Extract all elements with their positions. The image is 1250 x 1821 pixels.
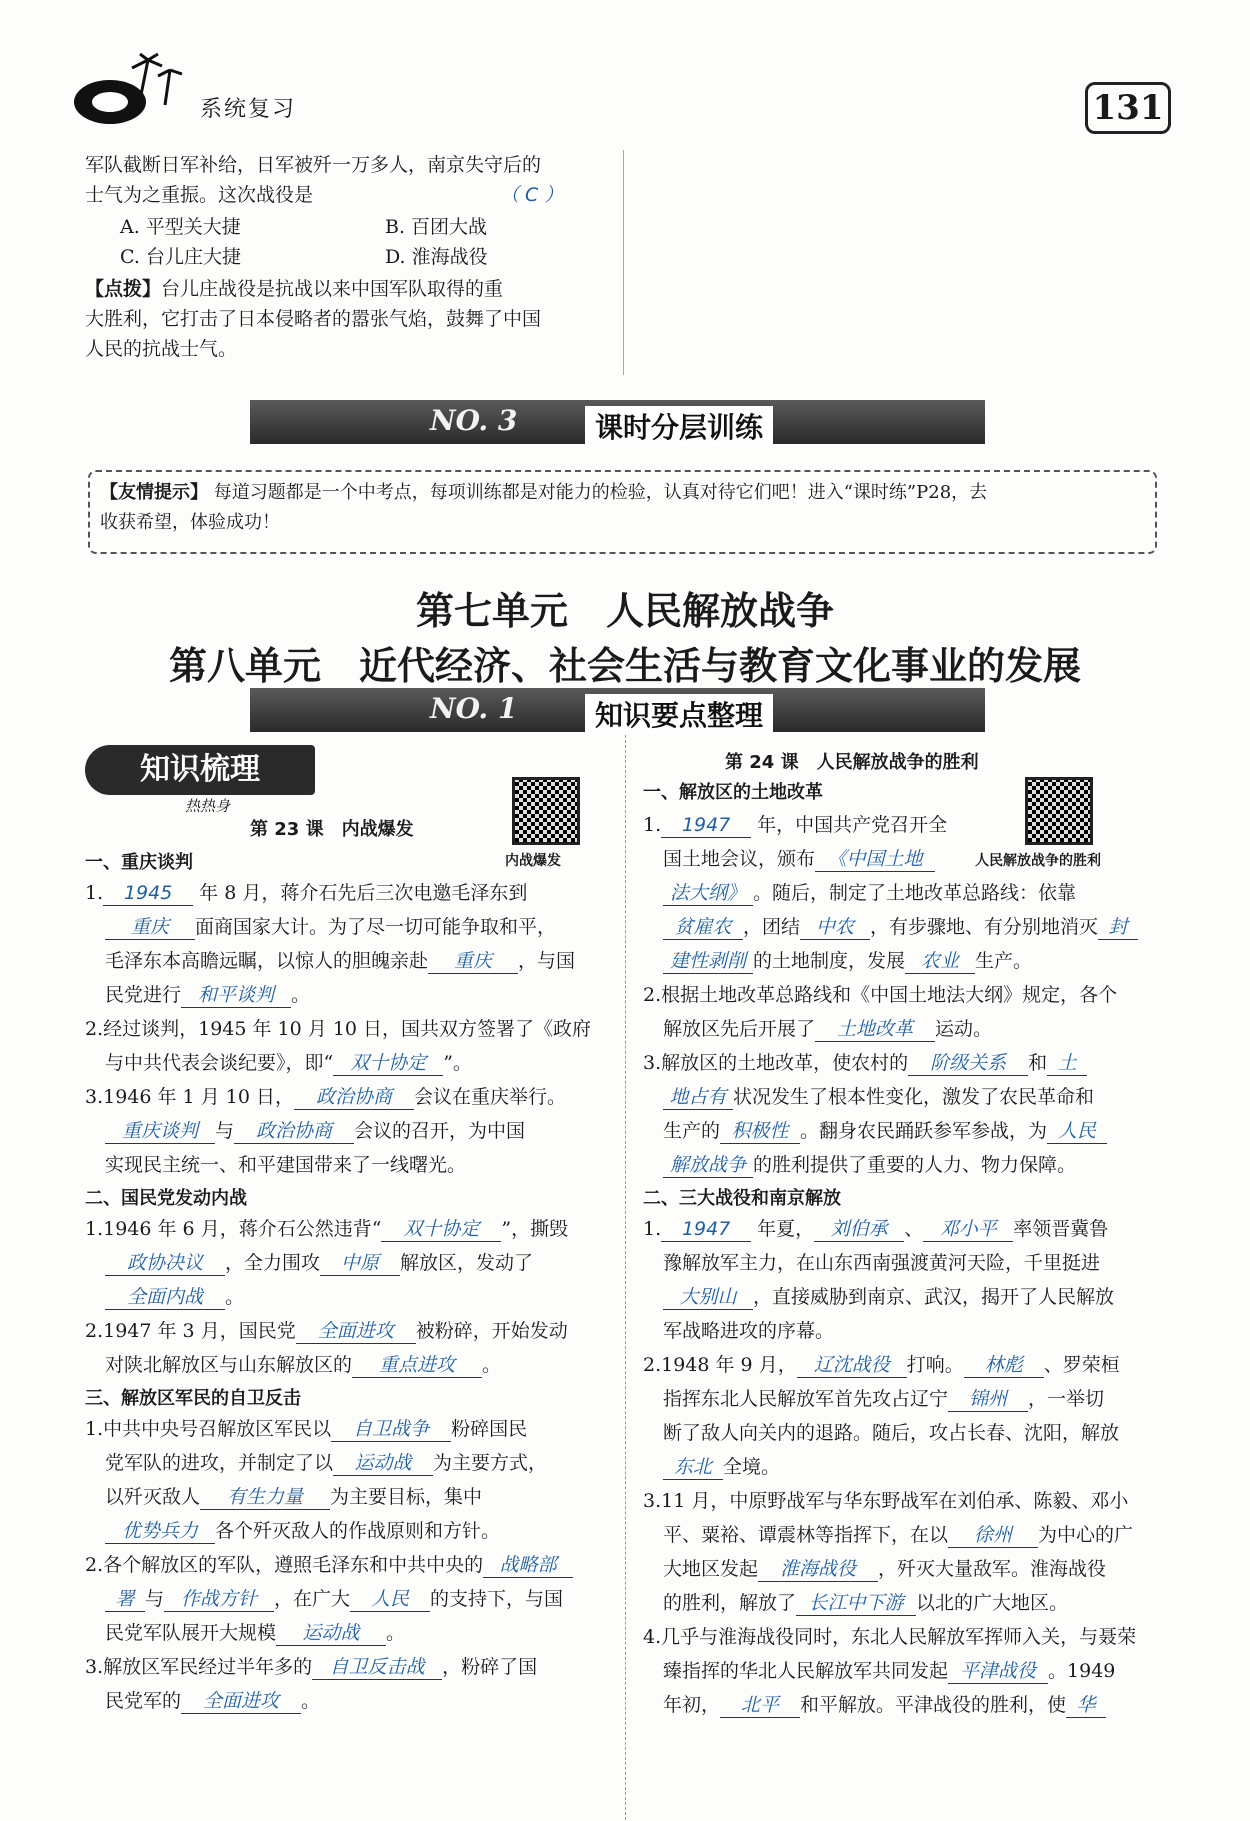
friendly-tip-line	[100, 478, 987, 508]
banner-no1-label: 知识要点整理	[585, 694, 773, 734]
qr-code[interactable]	[512, 777, 580, 845]
item-4: 4.几乎与淮海战役同时，东北人民解放军挥师入关，与聂荣	[643, 1626, 1137, 1648]
item-2: 2.经过谈判，1945 年 10 月 10 日，国共双方签署了《政府	[85, 1018, 592, 1040]
item-3: 3.1946 年 1 月 10 日， 政治协商 会议在重庆举行。	[85, 1086, 566, 1108]
option-d: D. 淮海战役	[385, 246, 488, 268]
item-3-line: 地占有 状况发生了根本性变化，激发了农民革命和	[663, 1082, 1094, 1112]
section-heading: 一、重庆谈判	[85, 852, 193, 873]
item-2: 2.1947 年 3 月，国民党 全面进攻 被粉碎，开始发动	[85, 1320, 568, 1342]
option-b: B. 百团大战	[385, 216, 488, 238]
item-1-line: 国土地会议，颁布 《中国土地	[663, 844, 935, 874]
lesson-23-title: 第 23 课 内战爆发	[250, 819, 414, 840]
lesson-24-title: 第 24 课 人民解放战争的胜利	[725, 752, 979, 773]
item-1-line: 政协决议 ，全力围攻 中原 解放区，发动了	[105, 1248, 533, 1278]
item-1-line: 豫解放军主力，在山东西南强渡黄河天险，千里挺进	[663, 1252, 1101, 1274]
item-3-line: 民党军的 全面进攻 。	[105, 1690, 321, 1712]
banner-no1-number: NO. 1	[430, 692, 518, 725]
knowledge-sub: 热热身	[185, 797, 231, 815]
friendly-tip-text: 每道习题都是一个中考点，每项训练都是对能力的检验，认真对待它们吧！进入“课时练”P28，去	[213, 482, 988, 503]
item-3-line: 重庆谈判 与 政治协商 会议的召开，为中国	[105, 1116, 525, 1146]
item-3-line: 的胜利，解放了 长江中下游 以北的广大地区。	[663, 1592, 1069, 1614]
item-1-line: 贫雇农 ，团结 中农 ，有步骤地、有分别地消灭 封	[663, 912, 1138, 942]
section-heading: 二、三大战役和南京解放	[643, 1188, 841, 1209]
item-2-line: 对陕北解放区与山东解放区的 重点进攻 。	[105, 1354, 502, 1376]
item-2-line: 东北 全境。	[663, 1452, 780, 1482]
hint-line: 台儿庄战役是抗战以来中国军队取得的重	[161, 278, 504, 300]
item-4-line: 臻指挥的华北人民解放军共同发起 平津战役 。1949	[663, 1660, 1116, 1682]
qr-caption: 内战爆发	[505, 853, 561, 869]
item-3-line: 大地区发起 淮海战役 ，歼灭大量敌军。淮海战役	[663, 1558, 1107, 1580]
item-3-line: 生产的 积极性 。翻身农民踊跃参军参战，为 人民	[663, 1116, 1107, 1146]
banner-no3-number: NO. 3	[430, 404, 518, 437]
item-1: 1.1946 年 6 月，蒋介石公然违背“ 双十协定 ”，撕毁	[85, 1218, 569, 1240]
item-1-line: 法大纲》 。随后，制定了土地改革总路线：依靠	[663, 878, 1076, 908]
item-3: 3.11 月，中原野战军与华东野战军在刘伯承、陈毅、邓小	[643, 1490, 1129, 1512]
item-2-line: 民党军队展开大规模 运动战 。	[105, 1622, 406, 1644]
item-2-line: 与中共代表会谈纪要》，即“ 双十协定 ”。	[105, 1052, 472, 1074]
item-3: 3.解放区的土地改革，使农村的 阶级关系 和 土	[643, 1048, 1087, 1078]
item-2: 2.根据土地改革总路线和《中国土地法大纲》规定，各个	[643, 984, 1118, 1006]
item-3-line: 实现民主统一、和平建国带来了一线曙光。	[105, 1154, 467, 1176]
item-1: 1. 1947 年夏， 刘伯承 、 邓小平 率领晋冀鲁	[643, 1218, 1109, 1240]
item-1-line: 全面内战 。	[105, 1282, 244, 1312]
item-1-line: 毛泽东本高瞻远瞩，以惊人的胆魄亲赴 重庆 ，与国	[105, 950, 576, 972]
item-3-line: 解放战争 的胜利提供了重要的人力、物力保障。	[663, 1150, 1076, 1180]
banner-no3-label: 课时分层训练	[585, 406, 773, 446]
item-1-line: 建性剥削 的土地制度，发展 农业 生产。	[663, 946, 1032, 976]
item-4-line: 年初， 北平 和平解放。平津战役的胜利，使 华	[663, 1690, 1106, 1720]
item-2-line: 断了敌人向关内的退路。随后，攻占长春、沈阳，解放	[663, 1422, 1120, 1444]
qr-code[interactable]	[1025, 777, 1093, 845]
banner-no3	[250, 400, 985, 444]
qr-caption: 人民解放战争的胜利	[975, 853, 1101, 869]
friendly-tip-label: 【友情提示】	[100, 482, 208, 503]
item-1: 1. 1947 年，中国共产党召开全	[643, 814, 948, 836]
banner-no1	[250, 688, 985, 732]
item-3: 3.解放区军民经过半年多的 自卫反击战 ，粉碎了国	[85, 1656, 538, 1678]
item-1-line: 军战略进攻的序幕。	[663, 1320, 835, 1342]
item-2-line: 指挥东北人民解放军首先攻占辽宁 锦州 ，一举切	[663, 1388, 1105, 1410]
item-1-line: 重庆 面商国家大计。为了尽一切可能争取和平，	[105, 912, 556, 942]
unit7-title: 第七单元 人民解放战争	[415, 588, 834, 633]
option-a: A. 平型关大捷	[120, 216, 241, 238]
item-1-line: 优势兵力 各个歼灭敌人的作战原则和方针。	[105, 1516, 500, 1546]
hint-line: 大胜利，它打击了日本侵略者的嚣张气焰，鼓舞了中国	[85, 308, 542, 330]
item-1: 1. 1945 年 8 月，蒋介石先后三次电邀毛泽东到	[85, 882, 528, 904]
item-1-line: 党军队的进攻，并制定了以 运动战 为主要方式，	[105, 1452, 548, 1474]
knowledge-label: 知识梳理	[85, 745, 315, 795]
item-1-line: 以歼灭敌人 有生力量 为主要目标，集中	[105, 1486, 483, 1508]
item-2-line: 解放区先后开展了 土地改革 运动。	[663, 1018, 993, 1040]
option-c: C. 台儿庄大捷	[120, 246, 241, 268]
header-logo	[70, 50, 190, 130]
item-1-line: 民党进行 和平谈判 。	[105, 984, 311, 1006]
header-title: 系统复习	[200, 97, 297, 122]
section-heading: 二、国民党发动内战	[85, 1188, 247, 1209]
item-2-line: 署 与 作战方针 ，在广大 人民 的支持下，与国	[105, 1584, 563, 1614]
question-answer: （ C ）	[500, 184, 564, 206]
question-line: 军队截断日军补给，日军被歼一万多人，南京失守后的	[85, 154, 542, 176]
hint-label: 【点拨】	[85, 278, 162, 300]
page-number: 131	[1085, 82, 1171, 134]
item-1-line: 大别山 ，直接威胁到南京、武汉，揭开了人民解放	[663, 1282, 1114, 1312]
column-divider-top	[623, 150, 624, 375]
item-2: 2.各个解放区的军队，遵照毛泽东和中共中央的 战略部	[85, 1550, 573, 1580]
unit8-title: 第八单元 近代经济、社会生活与教育文化事业的发展	[168, 643, 1081, 688]
item-1: 1.中共中央号召解放区军民以 自卫战争 粉碎国民	[85, 1418, 528, 1440]
item-2: 2.1948 年 9 月， 辽沈战役 打响。 林彪 、罗荣桓	[643, 1354, 1120, 1376]
item-3-line: 平、粟裕、谭震林等指挥下，在以 徐州 为中心的广	[663, 1524, 1134, 1546]
friendly-tip-line: 收获希望，体验成功！	[100, 512, 280, 533]
hint-line: 人民的抗战士气。	[85, 338, 238, 360]
section-heading: 三、解放区军民的自卫反击	[85, 1388, 301, 1409]
column-divider	[625, 735, 626, 1820]
section-heading: 一、解放区的土地改革	[643, 782, 823, 803]
question-line: 士气为之重振。这次战役是	[85, 184, 314, 206]
hint-block	[85, 274, 503, 304]
